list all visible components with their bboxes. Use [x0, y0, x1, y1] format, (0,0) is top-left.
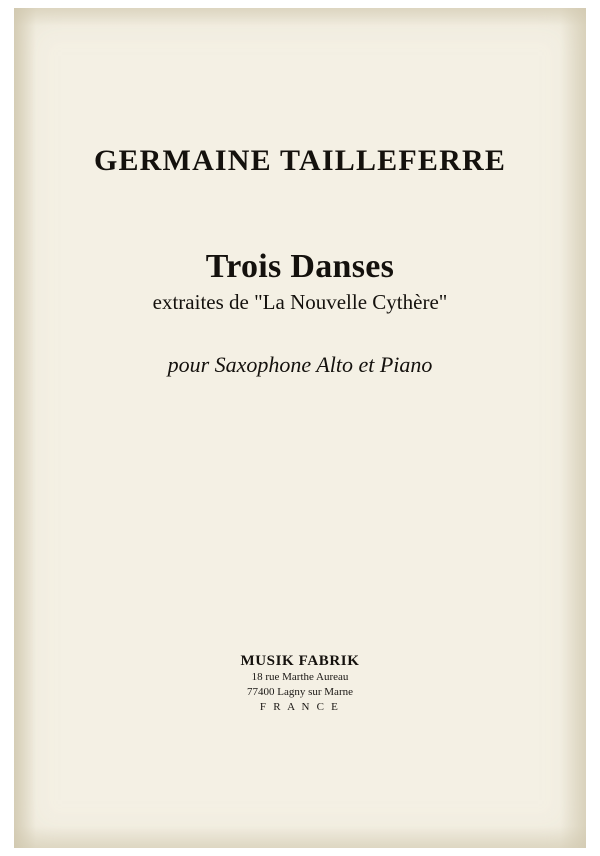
composer-name: GERMAINE TAILLEFERRE [93, 144, 507, 177]
paper-sheet [14, 8, 586, 848]
scan-edge-left [14, 8, 36, 848]
publisher-street: 18 rue Marthe Aureau [251, 671, 349, 683]
work-subtitle: extraites de "La Nouvelle Cythère" [152, 290, 448, 315]
scan-edge-top [14, 8, 586, 26]
scan-edge-right [560, 8, 586, 848]
publisher-name: MUSIK FABRIK [240, 653, 360, 669]
instrumentation-line: pour Saxophone Alto et Piano [167, 352, 433, 377]
publisher-city: 77400 Lagny sur Marne [246, 685, 353, 698]
scan-edge-bottom [14, 826, 586, 848]
publisher-block [14, 653, 586, 713]
work-title: Trois Danses [205, 248, 395, 285]
title-block [14, 248, 586, 315]
publisher-country: F R A N C E [259, 700, 341, 713]
